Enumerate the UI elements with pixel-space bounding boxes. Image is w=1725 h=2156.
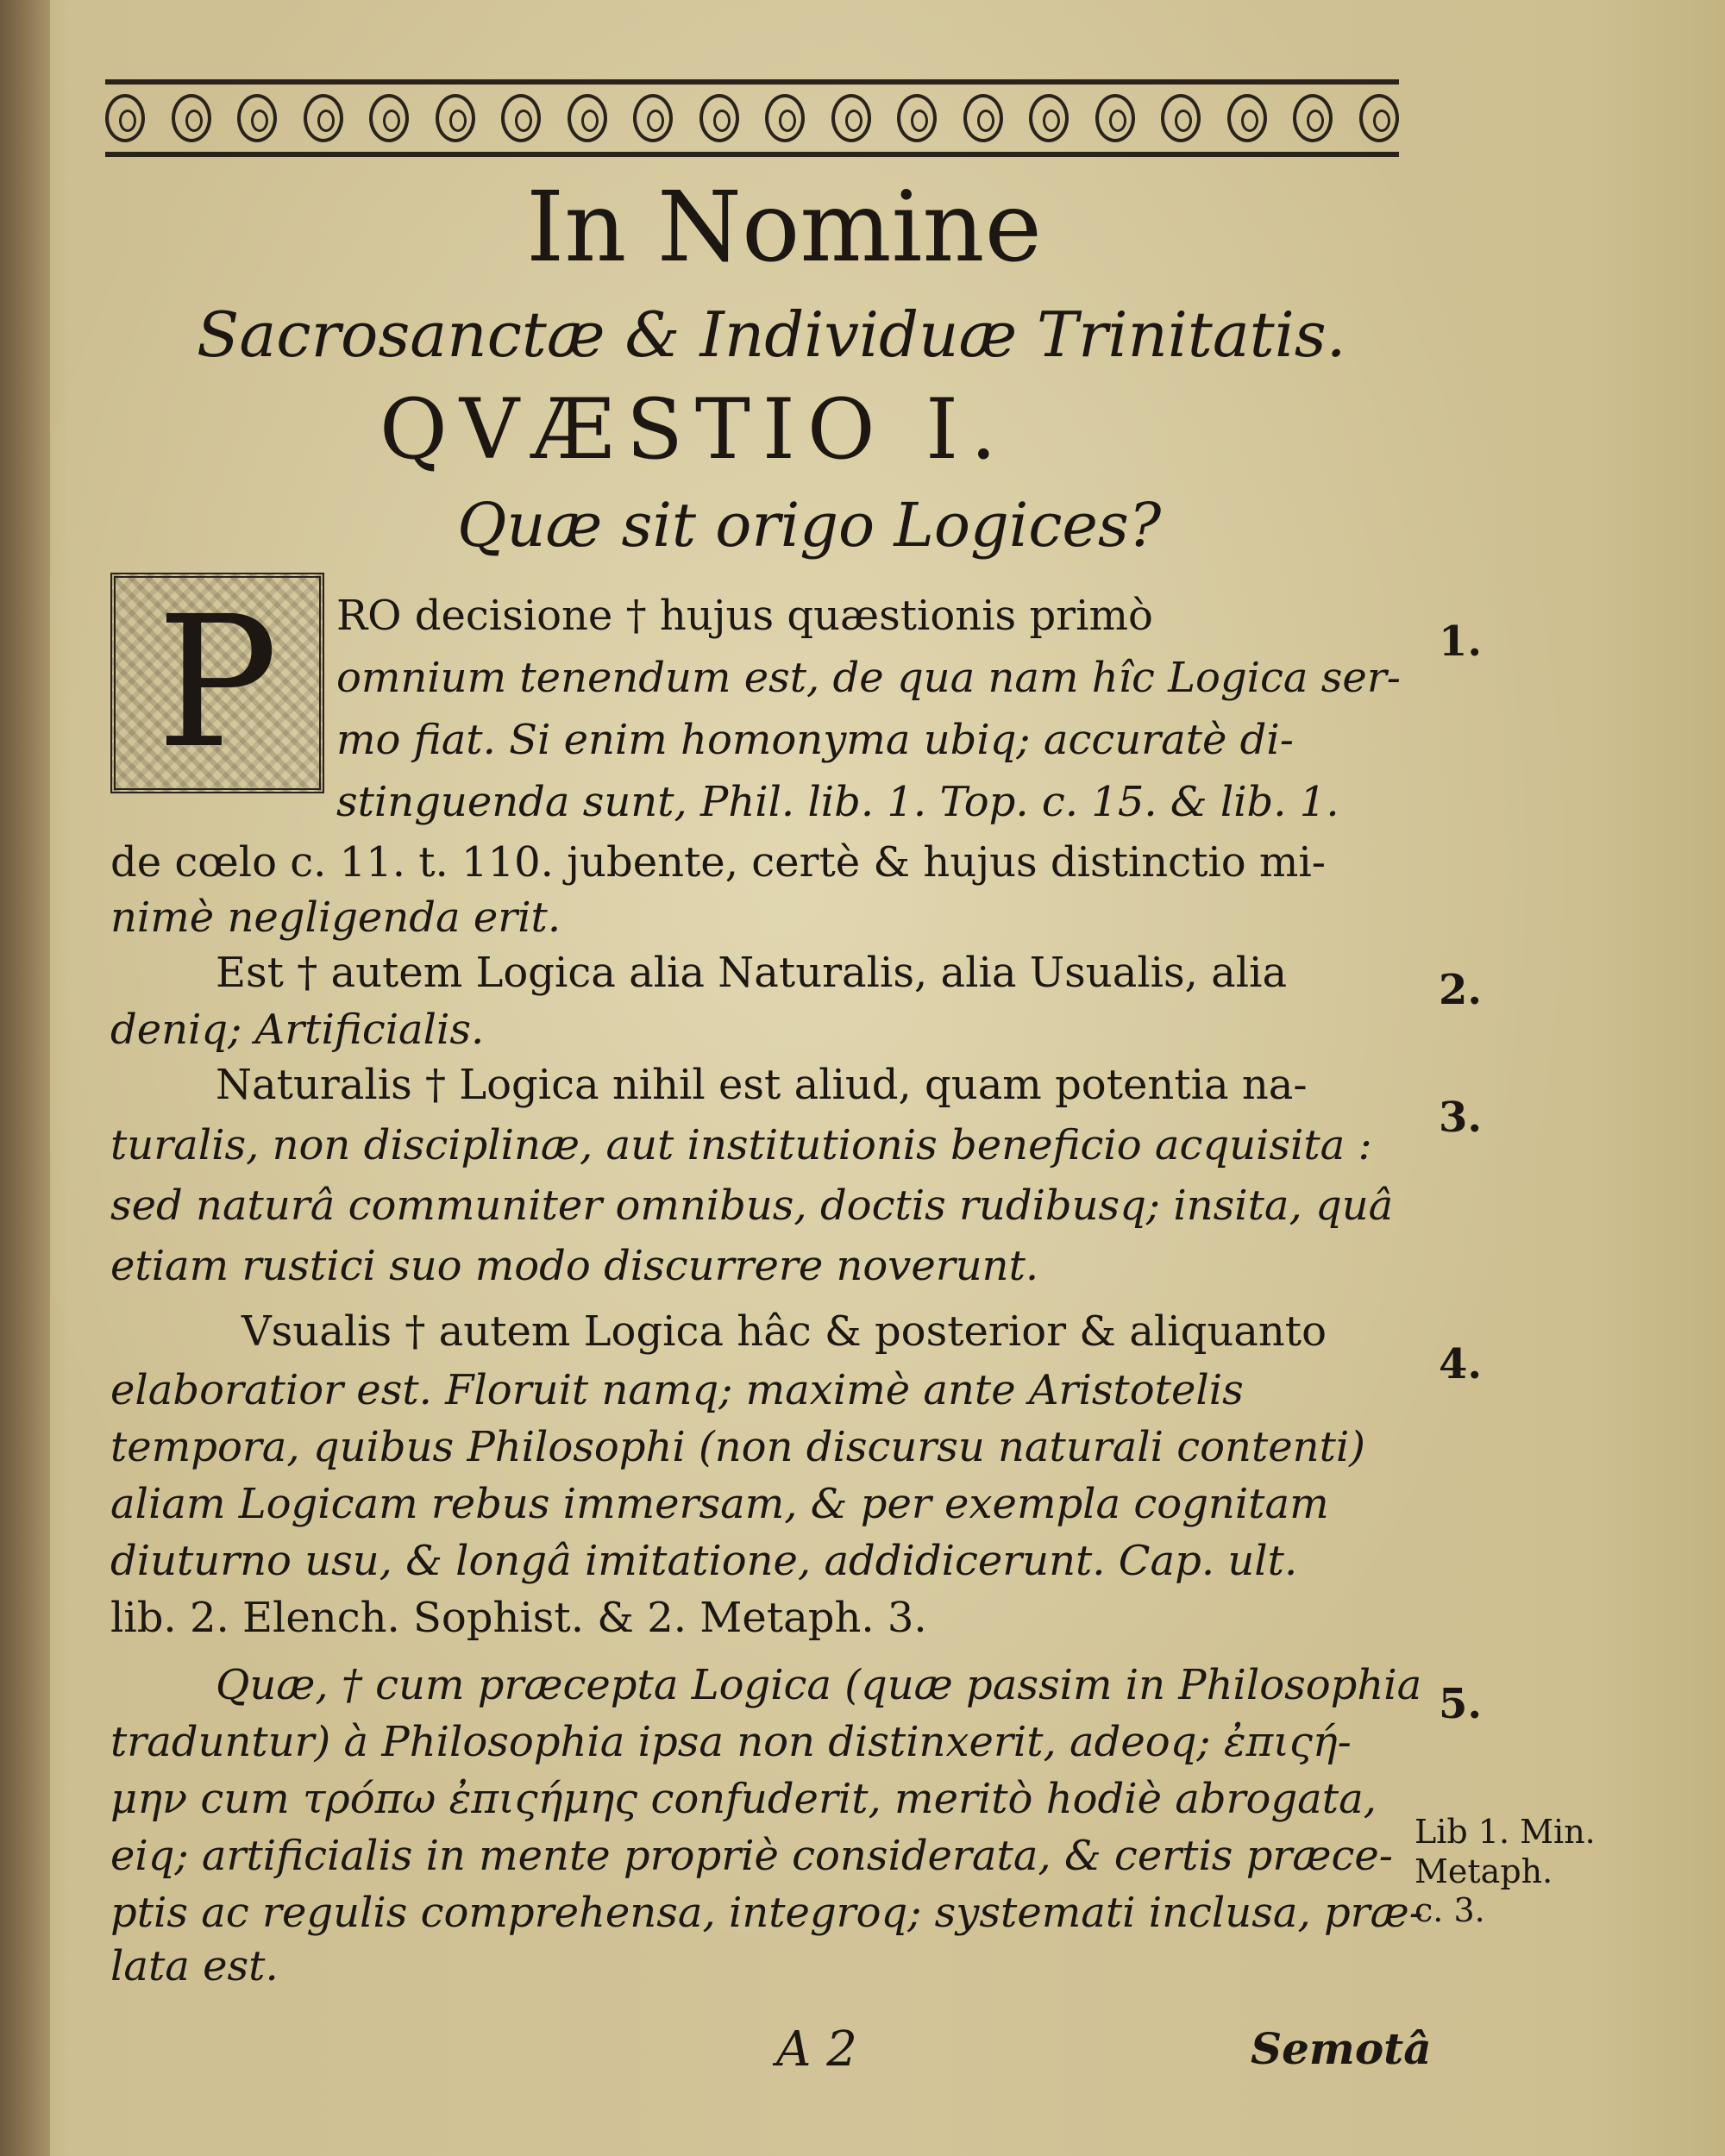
question-heading: QVÆSTIO I. bbox=[380, 381, 1009, 478]
text-line: RO decisione † hujus quæstionis primò bbox=[336, 592, 1153, 640]
text-line: omnium tenendum est, de qua nam hîc Logica ser- bbox=[336, 654, 1401, 702]
text-line: Quæ, † cum præcepta Logica (quæ passim in Philosophia bbox=[216, 1661, 1422, 1709]
ornament-flourish-icon bbox=[1161, 94, 1201, 142]
text-line: ptis ac regulis comprehensa, integroq; systemati inclusa, præ- bbox=[110, 1889, 1423, 1937]
ornament-flourish-icon bbox=[831, 94, 871, 142]
text-line: sed naturâ communiter omnibus, doctis rudibusq; insita, quâ bbox=[110, 1181, 1394, 1230]
ornament-flourish-icon bbox=[105, 94, 145, 142]
ornament-flourish-icon bbox=[1029, 94, 1069, 142]
ornament-flourish-icon bbox=[172, 94, 211, 142]
text-line: deniq; Artificialis. bbox=[110, 1006, 485, 1054]
header-ornament bbox=[105, 79, 1399, 157]
text-line: eiq; artificialis in mente propriè considerata, & certis præce- bbox=[110, 1832, 1393, 1880]
ornament-flourish-icon bbox=[1227, 94, 1267, 142]
ornament-flourish-icon bbox=[633, 94, 673, 142]
page-subtitle: Sacrosanctæ & Individuæ Trinitatis. bbox=[197, 298, 1346, 371]
drop-cap-letter: P bbox=[156, 577, 279, 788]
ornament-flourish-icon bbox=[568, 94, 607, 142]
ornament-flourish-icon bbox=[369, 94, 409, 142]
text-line: lib. 2. Elench. Sophist. & 2. Metaph. 3. bbox=[110, 1594, 927, 1642]
text-line: de cœlo c. 11. t. 110. jubente, certè & hujus distinctio mi- bbox=[110, 838, 1326, 887]
margin-number: 1. bbox=[1439, 617, 1483, 666]
text-line: turalis, non disciplinæ, aut institutionis beneficio acquisita : bbox=[110, 1121, 1372, 1169]
ornament-flourish-icon bbox=[963, 94, 1003, 142]
catchword: Semotâ bbox=[1251, 2023, 1432, 2074]
ornament-flourish-icon bbox=[1359, 94, 1399, 142]
text-line: mo fiat. Si enim homonyma ubiq; accuratè di- bbox=[336, 716, 1294, 764]
book-spine bbox=[0, 0, 50, 2156]
ornament-flourish-icon bbox=[304, 94, 343, 142]
page-title: In Nomine bbox=[526, 172, 1042, 284]
text-line: elaboratior est. Floruit namq; maximè ante Aristotelis bbox=[110, 1366, 1244, 1414]
margin-number: 3. bbox=[1439, 1094, 1483, 1142]
ornament-flourish-icon bbox=[1095, 94, 1135, 142]
text-line: etiam rustici suo modo discurrere noverunt. bbox=[110, 1242, 1039, 1290]
text-line: tempora, quibus Philosophi (non discursu naturali contenti) bbox=[110, 1423, 1365, 1471]
text-line: nimè negligenda erit. bbox=[110, 893, 561, 942]
drop-cap bbox=[110, 573, 324, 793]
text-line: μην cum τρόπω ἐπιςήμης confuderit, meritò hodiè abrogata, bbox=[110, 1775, 1377, 1823]
text-line: lata est. bbox=[110, 1942, 279, 1990]
text-line: Est † autem Logica alia Naturalis, alia Usualis, alia bbox=[216, 949, 1288, 997]
margin-note-line: c. 3. bbox=[1414, 1891, 1485, 1930]
signature-mark: A 2 bbox=[776, 2021, 857, 2078]
text-line: stinguenda sunt, Phil. lib. 1. Top. c. 15. & lib. 1. bbox=[336, 778, 1339, 826]
ornament-flourish-icon bbox=[1293, 94, 1333, 142]
ornament-flourish-icon bbox=[501, 94, 541, 142]
margin-note bbox=[1414, 1813, 1596, 1931]
margin-number: 4. bbox=[1439, 1340, 1483, 1388]
text-line: aliam Logicam rebus immersam, & per exempla cognitam bbox=[110, 1480, 1329, 1528]
margin-number: 2. bbox=[1439, 966, 1483, 1014]
question-title: Quæ sit origo Logices? bbox=[457, 490, 1162, 561]
text-line: diuturno usu, & longâ imitatione, addidicerunt. Cap. ult. bbox=[110, 1537, 1298, 1585]
margin-note-line: Metaph. bbox=[1414, 1852, 1553, 1890]
ornament-flourish-icon bbox=[765, 94, 805, 142]
ornament-flourish-icon bbox=[436, 94, 475, 142]
margin-note-line: Lib 1. Min. bbox=[1414, 1813, 1596, 1851]
text-line: traduntur) à Philosophia ipsa non distinxerit, adeoq; ἐπιςή- bbox=[110, 1718, 1352, 1766]
margin-number: 5. bbox=[1439, 1680, 1483, 1728]
ornament-flourish-icon bbox=[237, 94, 277, 142]
text-line: Naturalis † Logica nihil est aliud, quam potentia na- bbox=[216, 1061, 1308, 1109]
ornament-flourish-icon bbox=[897, 94, 937, 142]
text-line: Vsualis † autem Logica hâc & posterior & aliquanto bbox=[242, 1307, 1327, 1356]
ornament-flourish-icon bbox=[699, 94, 739, 142]
